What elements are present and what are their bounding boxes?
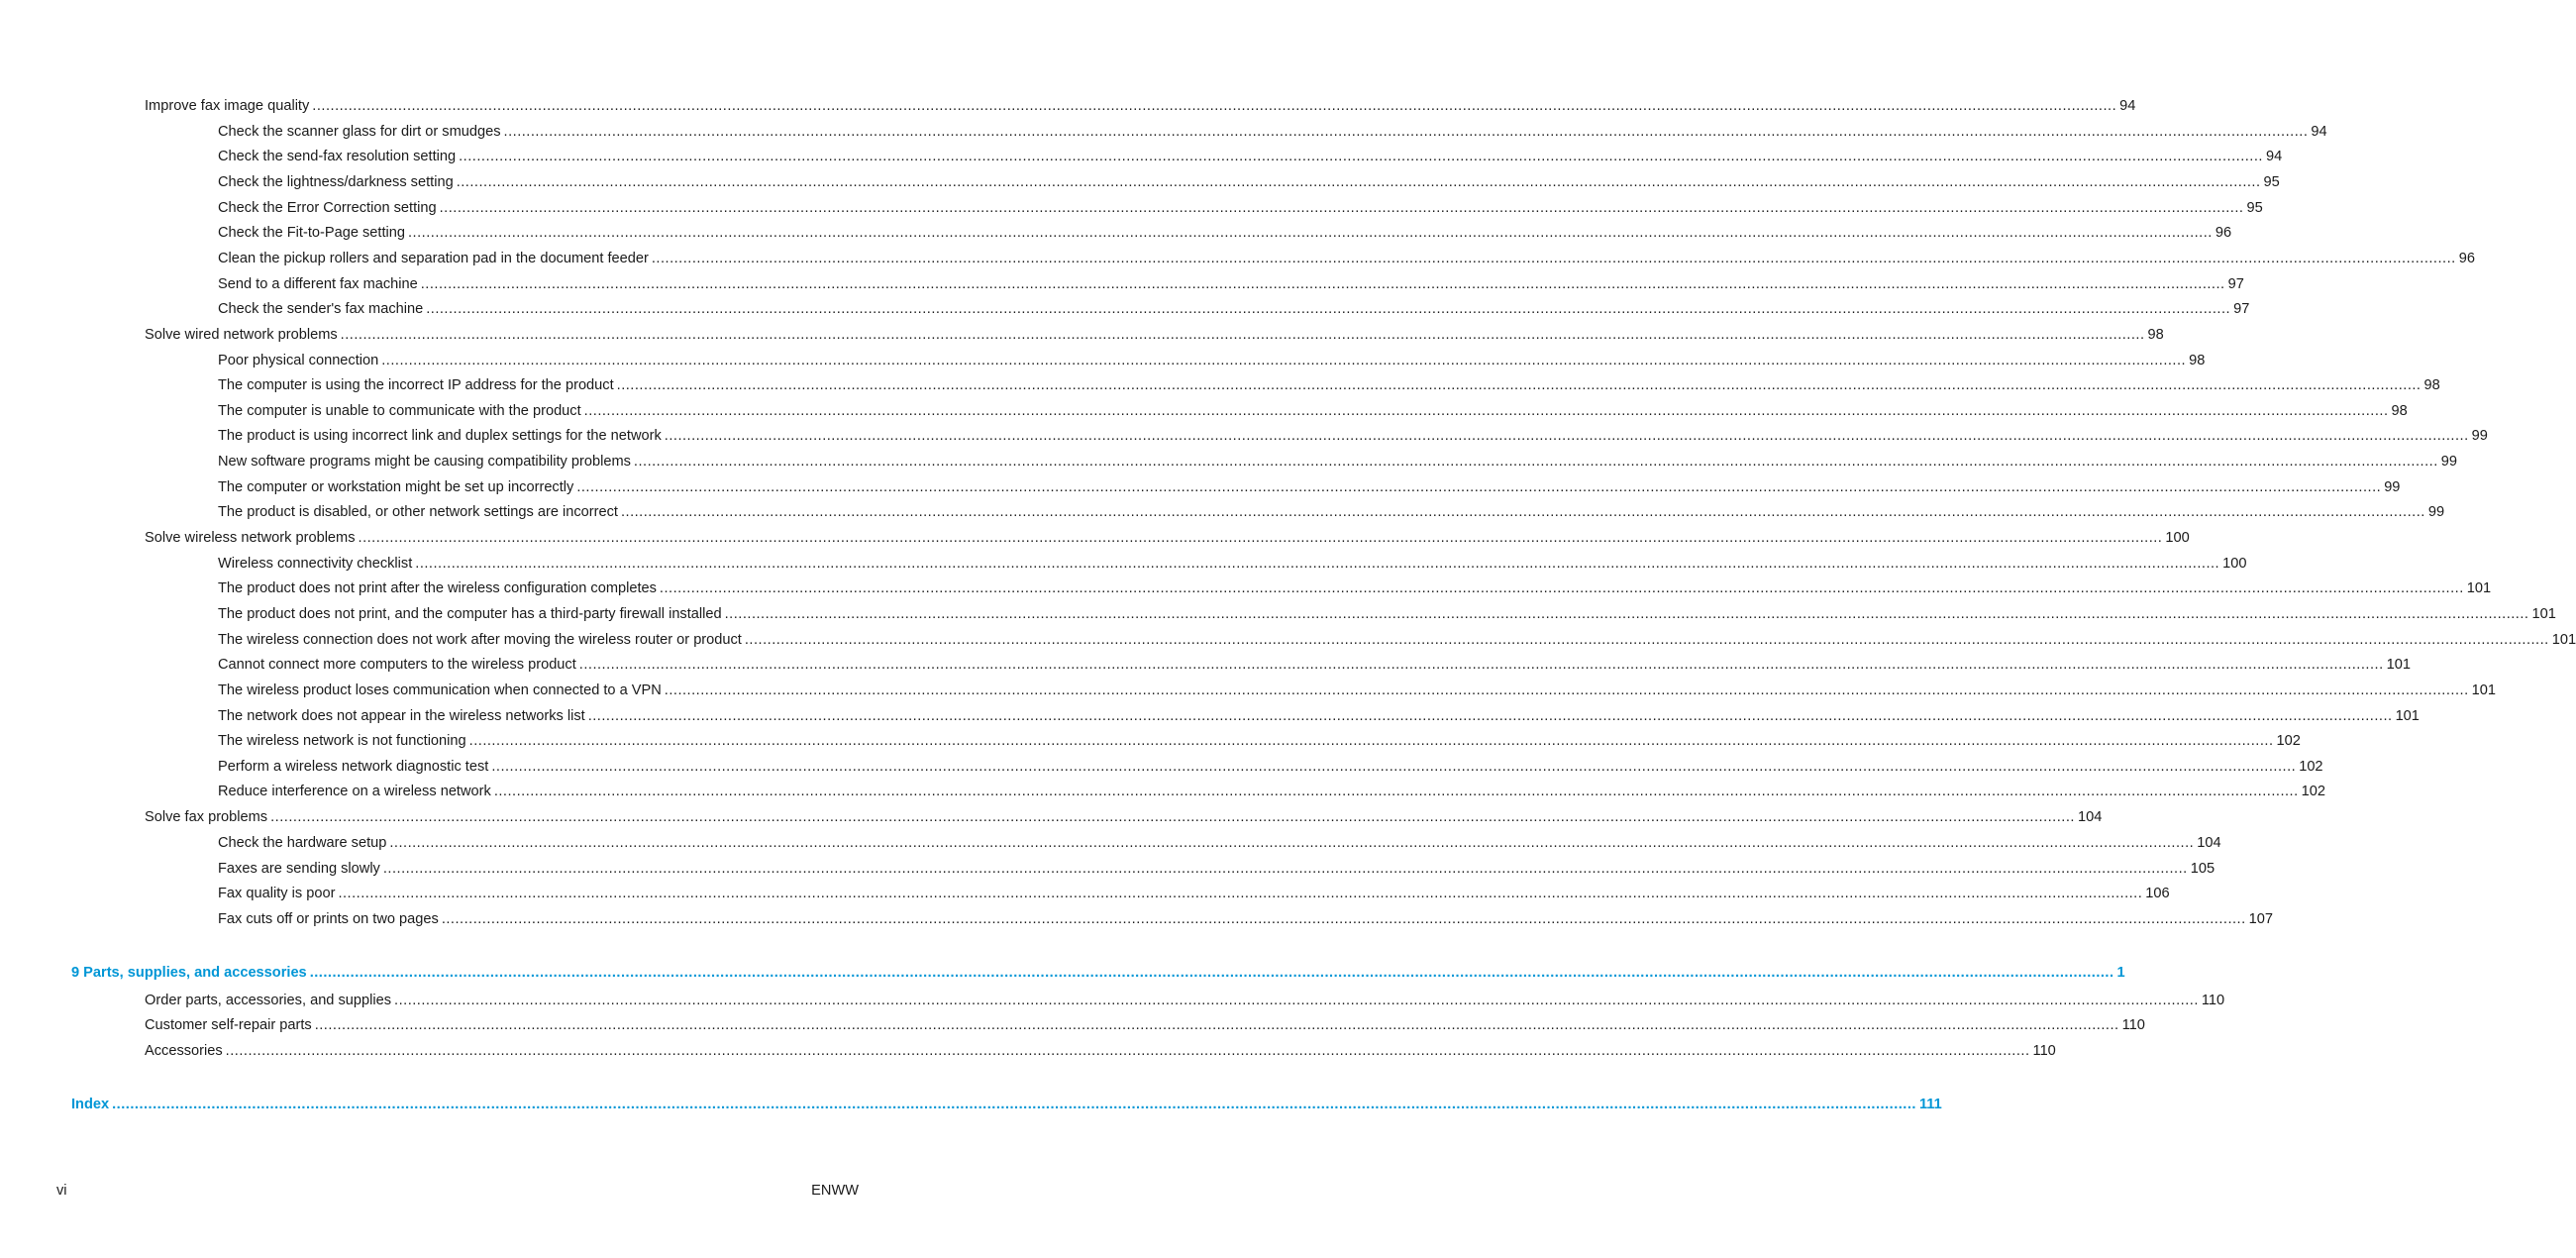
dot-leader: ................................................................................................................................................................................................................................................................................................................................................................................................................ bbox=[439, 200, 2244, 216]
toc-entry[interactable] bbox=[145, 1014, 2145, 1036]
toc-entry[interactable] bbox=[218, 705, 2420, 727]
toc-entry[interactable] bbox=[218, 603, 2556, 625]
dot-leader: ................................................................................................................................................................................................................................................................................................................................................................................................................ bbox=[420, 276, 2225, 292]
toc-entry[interactable] bbox=[218, 858, 2215, 880]
toc-entry-page: 101 bbox=[2531, 606, 2556, 622]
toc-entry-title: Solve wired network problems bbox=[145, 327, 338, 343]
dot-leader: ................................................................................................................................................................................................................................................................................................................................................................................................................ bbox=[459, 149, 2263, 164]
dot-leader: ................................................................................................................................................................................................................................................................................................................................................................................................................ bbox=[338, 886, 2143, 901]
toc-entry-page: 106 bbox=[2145, 886, 2170, 901]
toc-entry[interactable] bbox=[218, 730, 2301, 752]
toc-entry[interactable] bbox=[218, 654, 2411, 676]
toc-entry-page: 99 bbox=[2471, 428, 2488, 444]
toc-entry-title: Fax quality is poor bbox=[218, 886, 336, 901]
dot-leader: ................................................................................................................................................................................................................................................................................................................................................................................................................ bbox=[587, 708, 2393, 724]
toc-entry[interactable] bbox=[218, 248, 2475, 269]
dot-leader: ................................................................................................................................................................................................................................................................................................................................................................................................................ bbox=[468, 733, 2274, 749]
toc-entry[interactable] bbox=[218, 121, 2327, 143]
toc-entry-title: Clean the pickup rollers and separation pad in the document feeder bbox=[218, 251, 649, 266]
toc-entry[interactable] bbox=[218, 832, 2221, 854]
toc-entry-page: 95 bbox=[2263, 174, 2280, 190]
toc-entry[interactable] bbox=[218, 756, 2323, 778]
toc-entry-title: The product is disabled, or other network settings are incorrect bbox=[218, 504, 618, 520]
toc-entry-title: Send to a different fax machine bbox=[218, 276, 418, 292]
toc-entry[interactable] bbox=[145, 806, 2103, 828]
dot-leader: ................................................................................................................................................................................................................................................................................................................................................................................................................ bbox=[309, 965, 2114, 981]
toc-entry-page: 96 bbox=[2458, 251, 2475, 266]
toc-entry-page: 98 bbox=[2423, 377, 2440, 393]
toc-entry-title: Index bbox=[71, 1097, 110, 1112]
toc-entry-title: Check the scanner glass for dirt or smudges bbox=[218, 124, 501, 140]
dot-leader: ................................................................................................................................................................................................................................................................................................................................................................................................................ bbox=[744, 632, 2549, 648]
toc-entry[interactable] bbox=[218, 476, 2401, 498]
dot-leader: ................................................................................................................................................................................................................................................................................................................................................................................................................ bbox=[270, 809, 2075, 825]
toc-entry-page: 101 bbox=[2466, 580, 2492, 596]
dot-leader: ................................................................................................................................................................................................................................................................................................................................................................................................................ bbox=[491, 759, 2297, 775]
dot-leader: ................................................................................................................................................................................................................................................................................................................................................................................................................ bbox=[664, 682, 2469, 698]
toc-entry[interactable] bbox=[218, 629, 2576, 651]
toc-entry-title: The wireless product loses communication when connected to a VPN bbox=[218, 682, 662, 698]
toc-entry-page: 101 bbox=[2551, 632, 2576, 648]
toc-entry-title: Cannot connect more computers to the wireless product bbox=[218, 657, 576, 673]
toc-entry[interactable] bbox=[218, 350, 2206, 371]
toc-entry[interactable] bbox=[218, 908, 2274, 930]
dot-leader: ................................................................................................................................................................................................................................................................................................................................................................................................................ bbox=[664, 428, 2469, 444]
toc-entry-page: 94 bbox=[2265, 149, 2283, 164]
toc-entry-title: The network does not appear in the wireless networks list bbox=[218, 708, 585, 724]
dot-leader: ................................................................................................................................................................................................................................................................................................................................................................................................................ bbox=[382, 861, 2188, 877]
toc-entry-title: Check the send-fax resolution setting bbox=[218, 149, 457, 164]
toc-entry-page: 107 bbox=[2248, 911, 2274, 927]
toc-entry-page: 102 bbox=[2276, 733, 2301, 749]
dot-leader: ................................................................................................................................................................................................................................................................................................................................................................................................................ bbox=[576, 479, 2382, 495]
toc-entry-page: 102 bbox=[2301, 784, 2326, 799]
dot-leader: ................................................................................................................................................................................................................................................................................................................................................................................................................ bbox=[408, 225, 2213, 241]
toc-entry-page: 97 bbox=[2227, 276, 2244, 292]
toc-entry[interactable] bbox=[218, 680, 2496, 701]
toc-entry-title: The computer is using the incorrect IP address for the product bbox=[218, 377, 614, 393]
dot-leader: ................................................................................................................................................................................................................................................................................................................................................................................................................ bbox=[225, 1043, 2030, 1059]
dot-leader: ................................................................................................................................................................................................................................................................................................................................................................................................................ bbox=[633, 454, 2438, 470]
toc-entry[interactable] bbox=[218, 553, 2247, 575]
toc-entry-title: Solve fax problems bbox=[145, 809, 268, 825]
toc-entry-title: Check the hardware setup bbox=[218, 835, 387, 851]
toc-entry[interactable] bbox=[218, 425, 2488, 447]
toc-entry-page: 101 bbox=[2471, 682, 2496, 698]
dot-leader: ................................................................................................................................................................................................................................................................................................................................................................................................................ bbox=[441, 911, 2246, 927]
toc-entry-title: Perform a wireless network diagnostic test bbox=[218, 759, 489, 775]
dot-leader: ................................................................................................................................................................................................................................................................................................................................................................................................................ bbox=[426, 301, 2231, 317]
dot-leader: ................................................................................................................................................................................................................................................................................................................................................................................................................ bbox=[620, 504, 2425, 520]
toc-entry-page: 111 bbox=[1918, 1097, 1942, 1112]
toc-entry-title: Solve wireless network problems bbox=[145, 530, 356, 546]
toc-entry-page: 94 bbox=[2119, 98, 2136, 114]
toc-entry-page: 105 bbox=[2190, 861, 2215, 877]
toc-entry-page: 110 bbox=[2121, 1017, 2145, 1033]
toc-entry-title: Customer self-repair parts bbox=[145, 1017, 312, 1033]
toc-entry-title: Check the lightness/darkness setting bbox=[218, 174, 454, 190]
toc-entry-title: Reduce interference on a wireless network bbox=[218, 784, 491, 799]
dot-leader: ................................................................................................................................................................................................................................................................................................................................................................................................................ bbox=[583, 403, 2389, 419]
toc-entry-page: 99 bbox=[2384, 479, 2401, 495]
toc-entry-page: 97 bbox=[2233, 301, 2250, 317]
toc-entry-title: 9 Parts, supplies, and accessories bbox=[71, 965, 307, 981]
toc-entry-page: 96 bbox=[2215, 225, 2232, 241]
toc-entry-page: 99 bbox=[2440, 454, 2457, 470]
toc-entry[interactable] bbox=[218, 501, 2445, 523]
dot-leader: ................................................................................................................................................................................................................................................................................................................................................................................................................ bbox=[389, 835, 2195, 851]
toc-entry-page: 101 bbox=[2395, 708, 2420, 724]
toc-entry-title: The wireless connection does not work after moving the wireless router or product bbox=[218, 632, 742, 648]
dot-leader: ................................................................................................................................................................................................................................................................................................................................................................................................................ bbox=[112, 1097, 1916, 1112]
toc-entry-title: Faxes are sending slowly bbox=[218, 861, 380, 877]
toc-entry-page: 98 bbox=[2189, 353, 2206, 368]
toc-entry-title: Wireless connectivity checklist bbox=[218, 556, 413, 572]
toc-entry[interactable] bbox=[218, 451, 2457, 472]
dot-leader: ................................................................................................................................................................................................................................................................................................................................................................................................................ bbox=[381, 353, 2187, 368]
toc-entry-page: 99 bbox=[2427, 504, 2445, 520]
dot-leader: ................................................................................................................................................................................................................................................................................................................................................................................................................ bbox=[616, 377, 2421, 393]
toc-entry-title: The wireless network is not functioning bbox=[218, 733, 466, 749]
toc-entry[interactable] bbox=[145, 324, 2164, 346]
footer-document-code: ENWW bbox=[811, 1183, 859, 1199]
toc-entry-page: 104 bbox=[2077, 809, 2103, 825]
toc-entry[interactable] bbox=[218, 273, 2244, 295]
toc-entry-title: Poor physical connection bbox=[218, 353, 379, 368]
toc-entry-title: The computer is unable to communicate with the product bbox=[218, 403, 581, 419]
toc-entry[interactable] bbox=[218, 222, 2232, 244]
toc-entry-title: Accessories bbox=[145, 1043, 223, 1059]
dot-leader: ................................................................................................................................................................................................................................................................................................................................................................................................................ bbox=[503, 124, 2309, 140]
toc-entry[interactable] bbox=[218, 146, 2283, 167]
toc-entry-title: The product does not print, and the computer has a third-party firewall installed bbox=[218, 606, 722, 622]
dot-leader: ................................................................................................................................................................................................................................................................................................................................................................................................................ bbox=[456, 174, 2261, 190]
toc-entry[interactable] bbox=[218, 374, 2440, 396]
toc-chapter-entry[interactable] bbox=[71, 1094, 1942, 1115]
toc-entry-page: 104 bbox=[2197, 835, 2221, 851]
toc-entry-title: New software programs might be causing compatibility problems bbox=[218, 454, 631, 470]
toc-entry-page: 94 bbox=[2311, 124, 2327, 140]
toc-entry[interactable] bbox=[145, 1040, 2056, 1062]
toc-entry-title: The product does not print after the wireless configuration completes bbox=[218, 580, 657, 596]
toc-entry[interactable] bbox=[145, 990, 2225, 1011]
toc-chapter-entry[interactable] bbox=[71, 962, 2125, 984]
dot-leader: ................................................................................................................................................................................................................................................................................................................................................................................................................ bbox=[358, 530, 2163, 546]
toc-entry[interactable] bbox=[145, 527, 2190, 549]
dot-leader: ................................................................................................................................................................................................................................................................................................................................................................................................................ bbox=[394, 993, 2199, 1008]
toc-entry-title: Check the Fit-to-Page setting bbox=[218, 225, 405, 241]
toc-entry-title: Check the Error Correction setting bbox=[218, 200, 437, 216]
footer-page-number: vi bbox=[56, 1183, 67, 1199]
toc-entry-page: 100 bbox=[2222, 556, 2247, 572]
toc-entry-title: Check the sender's fax machine bbox=[218, 301, 424, 317]
toc-entry[interactable] bbox=[218, 298, 2250, 320]
toc-entry-page: 110 bbox=[2032, 1043, 2056, 1059]
toc-entry[interactable] bbox=[218, 400, 2408, 422]
toc-entry-page: 98 bbox=[2147, 327, 2164, 343]
toc-entry-page: 101 bbox=[2386, 657, 2411, 673]
dot-leader: ................................................................................................................................................................................................................................................................................................................................................................................................................ bbox=[493, 784, 2299, 799]
toc-entry[interactable] bbox=[218, 883, 2170, 904]
toc-entry-title: The computer or workstation might be set up incorrectly bbox=[218, 479, 574, 495]
dot-leader: ................................................................................................................................................................................................................................................................................................................................................................................................................ bbox=[724, 606, 2529, 622]
toc-entry[interactable] bbox=[218, 171, 2280, 193]
toc-entry-title: Order parts, accessories, and supplies bbox=[145, 993, 392, 1008]
toc-entry-page: 98 bbox=[2391, 403, 2408, 419]
toc-entry[interactable] bbox=[218, 197, 2263, 219]
toc-entry-title: Improve fax image quality bbox=[145, 98, 310, 114]
dot-leader: ................................................................................................................................................................................................................................................................................................................................................................................................................ bbox=[415, 556, 2220, 572]
toc-entry[interactable] bbox=[218, 577, 2492, 599]
dot-leader: ................................................................................................................................................................................................................................................................................................................................................................................................................ bbox=[659, 580, 2464, 596]
toc-entry-title: The product is using incorrect link and duplex settings for the network bbox=[218, 428, 662, 444]
dot-leader: ................................................................................................................................................................................................................................................................................................................................................................................................................ bbox=[578, 657, 2384, 673]
toc-entry-title: Fax cuts off or prints on two pages bbox=[218, 911, 439, 927]
dot-leader: ................................................................................................................................................................................................................................................................................................................................................................................................................ bbox=[651, 251, 2456, 266]
toc-entry[interactable] bbox=[145, 95, 2136, 117]
toc-entry-page: 102 bbox=[2299, 759, 2323, 775]
toc-entry-page: 1 bbox=[2116, 965, 2125, 981]
toc-entry-page: 110 bbox=[2201, 993, 2225, 1008]
dot-leader: ................................................................................................................................................................................................................................................................................................................................................................................................................ bbox=[312, 98, 2117, 114]
toc-entry-page: 100 bbox=[2165, 530, 2190, 546]
dot-leader: ................................................................................................................................................................................................................................................................................................................................................................................................................ bbox=[314, 1017, 2119, 1033]
toc-entry[interactable] bbox=[218, 781, 2326, 802]
toc-entry-page: 95 bbox=[2246, 200, 2263, 216]
dot-leader: ................................................................................................................................................................................................................................................................................................................................................................................................................ bbox=[340, 327, 2145, 343]
